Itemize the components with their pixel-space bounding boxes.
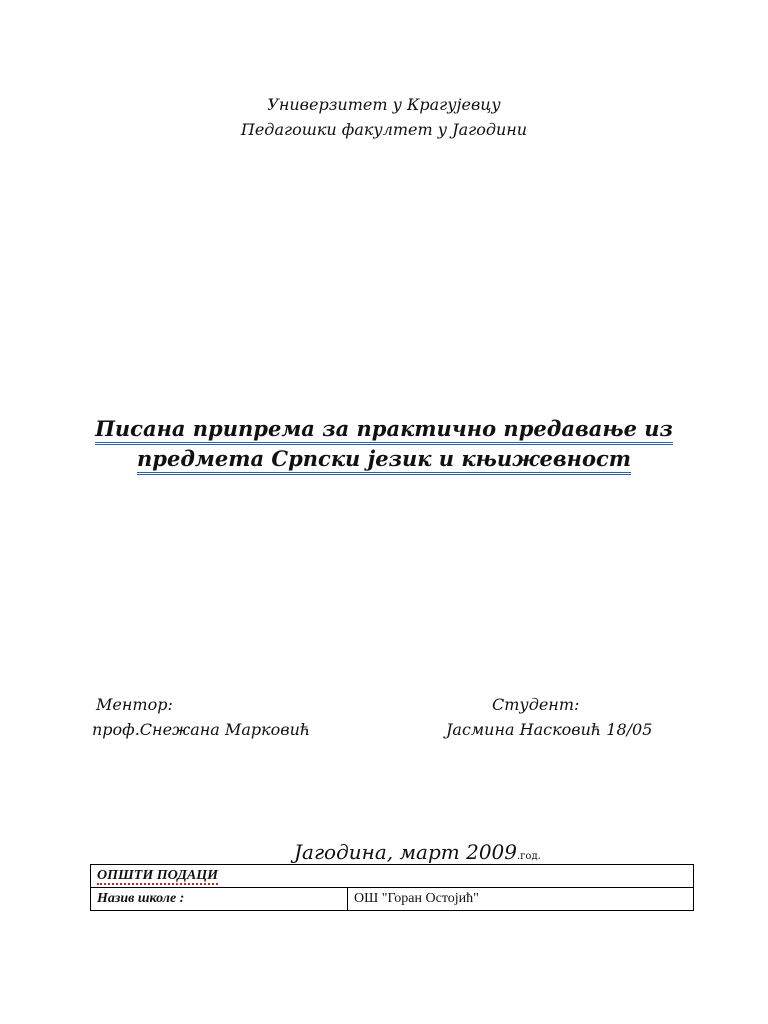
general-info-table (90, 864, 694, 911)
mentor-label: Ментор: (96, 695, 173, 714)
title-line-1: Писана припрема за практично предавање из (95, 416, 673, 445)
school-name-label: Назив школе : (91, 888, 348, 911)
document-title (84, 414, 684, 474)
table-row (91, 888, 694, 911)
student-name: Јасмина Насковић 18/05 (446, 720, 653, 739)
title-line-2: предмета Српски језик и књижевност (137, 446, 631, 475)
mentor-name: проф.Снежана Марковић (92, 720, 311, 739)
place-date-text: Јагодина, март 2009 (294, 840, 517, 864)
faculty-name: Педагошки факултет у Јагодини (240, 120, 528, 139)
place-date (294, 840, 541, 864)
year-suffix: .год. (517, 851, 541, 862)
student-label: Студент: (492, 695, 580, 714)
table-header-cell (91, 865, 694, 888)
university-name: Универзитет у Крагујевцу (267, 95, 501, 114)
table-header-text: ОПШТИ ПОДАЦИ (97, 868, 219, 883)
table-header-row (91, 865, 694, 888)
school-name-value: ОШ "Горан Остојић" (348, 888, 694, 911)
